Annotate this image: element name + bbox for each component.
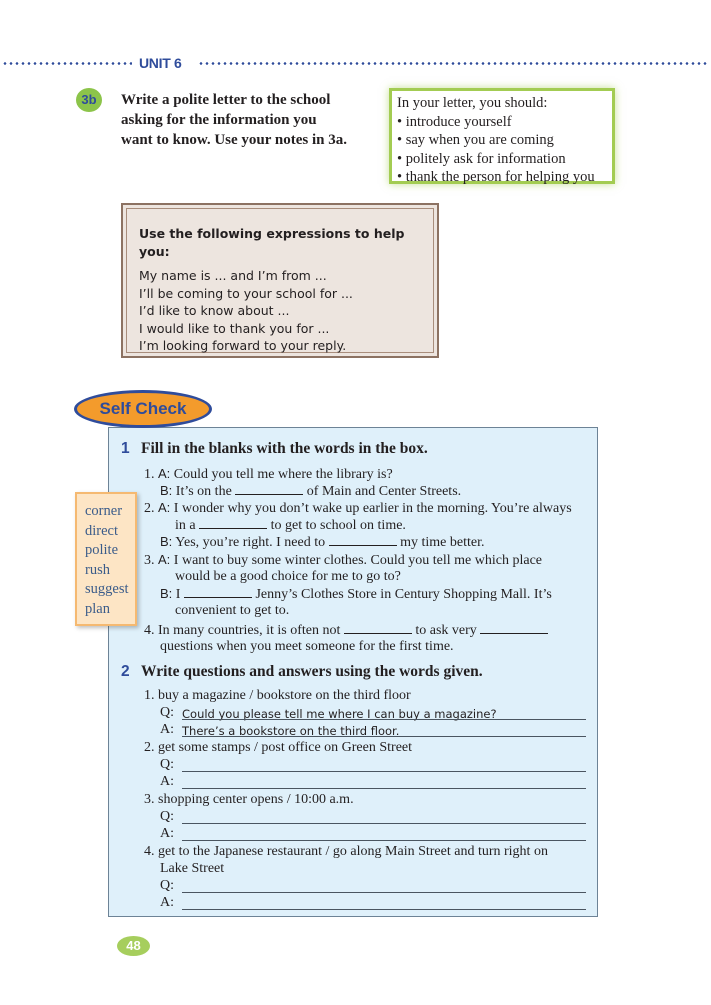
answer-blank[interactable] <box>235 482 303 495</box>
tips-title: In your letter, you should: <box>397 95 548 111</box>
expression-line: I would like to thank you for ... <box>139 320 330 336</box>
qa-prompt: 4. get to the Japanese restaurant / go along Main Street and turn right on <box>144 844 548 859</box>
exercise-line: would be a good choice for me to go to? <box>175 569 401 584</box>
a-label: A: <box>160 895 174 910</box>
q-answer-line[interactable] <box>182 892 586 893</box>
answer-blank[interactable] <box>329 533 397 546</box>
a-answer-line[interactable] <box>182 840 586 841</box>
header-dots-left <box>2 62 132 65</box>
qa-prompt-continued: Lake Street <box>160 861 225 876</box>
answer-blank[interactable] <box>480 621 548 634</box>
a-label: A: <box>160 826 174 841</box>
word-bank-item: direct <box>85 522 119 539</box>
q-label: Q: <box>160 809 174 824</box>
exercise-line: B: Yes, you’re right. I need to my time better. <box>160 534 485 550</box>
q-answer-line[interactable] <box>182 823 586 824</box>
word-bank-item: rush <box>85 561 110 578</box>
tip-item: • thank the person for helping you <box>397 169 595 185</box>
section-title: Fill in the blanks with the words in the box. <box>141 440 428 457</box>
a-answer-line[interactable] <box>182 909 586 910</box>
expression-line: I’m looking forward to your reply. <box>139 338 347 353</box>
answer-blank[interactable] <box>344 621 412 634</box>
expressions-box <box>121 203 439 358</box>
a-answer-line[interactable] <box>182 736 586 737</box>
a-answer: There’s a bookstore on the third floor. <box>182 724 400 738</box>
qa-prompt: 3. shopping center opens / 10:00 a.m. <box>144 792 354 807</box>
a-answer-line[interactable] <box>182 788 586 789</box>
section-1-heading <box>121 440 428 458</box>
answer-blank[interactable] <box>199 516 267 529</box>
instruction-line: want to know. Use your notes in 3a. <box>121 132 348 148</box>
page-number: 48 <box>117 936 150 956</box>
letter-tips-box <box>389 88 615 184</box>
exercise-line: 4. In many countries, it is often not to ask very <box>144 621 548 639</box>
tip-item: • say when you are coming <box>397 132 554 148</box>
section-2-heading <box>121 663 483 681</box>
word-bank-item: suggest <box>85 581 129 597</box>
exercise-line: questions when you meet someone for the first time. <box>160 639 454 654</box>
q-answer: Could you please tell me where I can buy a magazine? <box>182 707 497 721</box>
section-number: 2 <box>121 663 130 680</box>
q-answer-line[interactable] <box>182 771 586 772</box>
section-number: 1 <box>121 440 130 457</box>
exercise-line: convenient to get to. <box>175 603 290 618</box>
q-label: Q: <box>160 757 174 772</box>
unit-title: UNIT 6 <box>139 55 182 71</box>
task-3b-badge: 3b <box>76 88 102 112</box>
exercise-line: B: It’s on the of Main and Center Streets. <box>160 483 462 499</box>
tip-item: • politely ask for information <box>397 150 566 167</box>
expression-line: I’d like to know about ... <box>139 303 290 318</box>
word-bank-item: plan <box>85 600 110 617</box>
task-3b-instruction <box>121 90 381 150</box>
answer-blank[interactable] <box>184 585 252 598</box>
a-label: A: <box>160 774 174 789</box>
header-dots-right <box>198 62 708 65</box>
instruction-line: Write a polite letter to the school <box>121 92 331 108</box>
exercise-line: 2. A: I wonder why you don’t wake up earlier in the morning. You’re always <box>144 500 572 516</box>
word-bank-item: corner <box>85 503 123 519</box>
exercise-line: B: I Jenny’s Clothes Store in Century Shopping Mall. It’s <box>160 586 552 602</box>
q-label: Q: <box>160 878 174 893</box>
word-bank-item: polite <box>85 542 119 558</box>
q-answer-line[interactable] <box>182 719 586 720</box>
self-check-badge: Self Check <box>74 390 212 428</box>
section-title: Write questions and answers using the words given. <box>141 663 483 680</box>
instruction-line: asking for the information you <box>121 112 317 128</box>
exercise-line: 3. A: I want to buy some winter clothes. Could you tell me which place <box>144 552 542 568</box>
exercise-line: in a to get to school on time. <box>175 518 406 533</box>
tip-item: • introduce yourself <box>397 113 512 130</box>
word-bank-box <box>75 492 137 626</box>
q-label: Q: <box>160 705 174 720</box>
expression-line: My name is ... and I’m from ... <box>139 268 327 283</box>
exercise-line: 1. A: Could you tell me where the library is? <box>144 466 393 482</box>
qa-prompt: 2. get some stamps / post office on Green Street <box>144 740 413 755</box>
expression-line: I’ll be coming to your school for ... <box>139 285 353 301</box>
qa-prompt: 1. buy a magazine / bookstore on the third floor <box>144 688 411 703</box>
a-label: A: <box>160 722 174 737</box>
expressions-title: Use the following expressions to help you: <box>139 226 405 259</box>
